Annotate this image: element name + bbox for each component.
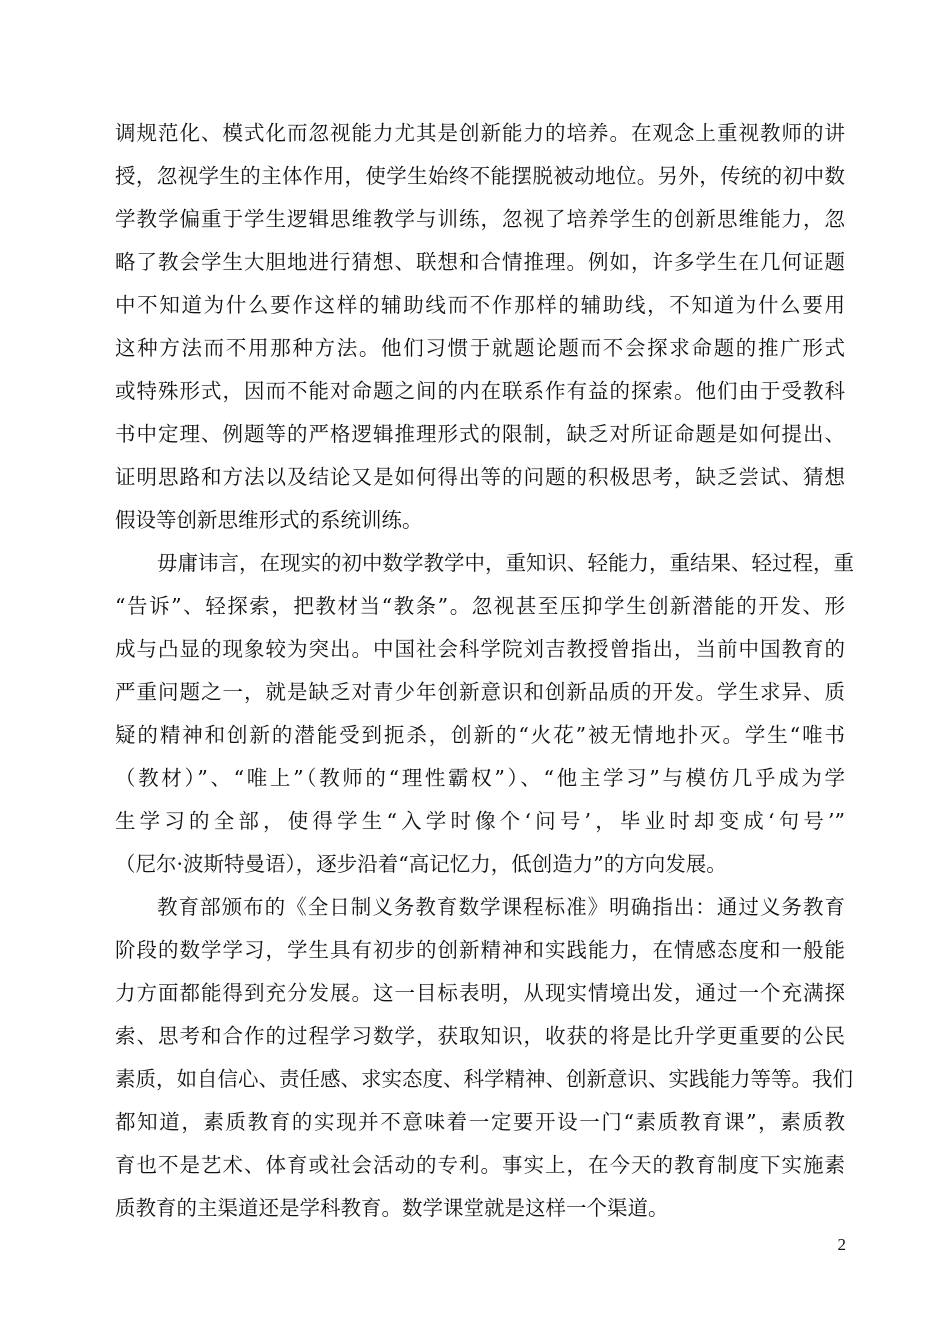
text-line: 成与凸显的现象较为突出。中国社会科学院刘吉教授曾指出，当前中国教育的 xyxy=(115,637,845,661)
text-line: 生学习的全部，使得学生“入学时像个‘问号’，毕业时却变成‘句号’” xyxy=(115,809,845,833)
text-line: 或特殊形式，因而不能对命题之间的内在联系作有益的探索。他们由于受教科 xyxy=(115,379,845,403)
text-line: 授，忽视学生的主体作用，使学生始终不能摆脱被动地位。另外，传统的初中数 xyxy=(115,164,845,188)
text-line: 素质，如自信心、责任感、求实态度、科学精神、创新意识、实践能力等等。我们 xyxy=(115,1067,853,1091)
text-line: 证明思路和方法以及结论又是如何得出等的问题的积极思考，缺乏尝试、猜想 xyxy=(115,465,845,489)
text-line: 这种方法而不用那种方法。他们习惯于就题论题而不会探求命题的推广形式 xyxy=(115,336,845,360)
text-line: 疑的精神和创新的潜能受到扼杀，创新的“火花”被无情地扑灭。学生“唯书 xyxy=(115,723,845,747)
text-line: 索、思考和合作的过程学习数学，获取知识，收获的将是比升学更重要的公民 xyxy=(115,1024,845,1048)
text-line: 育也不是艺术、体育或社会活动的专利。事实上，在今天的教育制度下实施素 xyxy=(115,1153,845,1177)
text-line: 书中定理、例题等的严格逻辑推理形式的限制，缺乏对所证命题是如何提出、 xyxy=(115,422,845,446)
text-line: 略了教会学生大胆地进行猜想、联想和合情推理。例如，许多学生在几何证题 xyxy=(115,250,845,274)
text-line: （教材）”、“唯上”（教师的“理性霸权”）、“他主学习”与模仿几乎成为学 xyxy=(115,766,845,790)
text-line: 毋庸讳言，在现实的初中数学教学中，重知识、轻能力，重结果、轻过程，重 xyxy=(157,551,854,575)
text-line: 中不知道为什么要作这样的辅助线而不作那样的辅助线，不知道为什么要用 xyxy=(115,293,845,317)
text-line: “告诉”、轻探索，把教材当“教条”。忽视甚至压抑学生创新潜能的开发、形 xyxy=(115,594,845,618)
page-number: 2 xyxy=(837,1235,846,1254)
text-line: （尼尔·波斯特曼语），逐步沿着“高记忆力，低创造力”的方向发展。 xyxy=(115,852,727,876)
text-line: 力方面都能得到充分发展。这一目标表明，从现实情境出发，通过一个充满探 xyxy=(115,981,845,1005)
text-line: 假设等创新思维形式的系统训练。 xyxy=(115,508,423,532)
text-line: 严重问题之一，就是缺乏对青少年创新意识和创新品质的开发。学生求异、质 xyxy=(115,680,845,704)
text-line: 学教学偏重于学生逻辑思维教学与训练，忽视了培养学生的创新思维能力，忽 xyxy=(115,207,845,231)
text-line: 都知道，素质教育的实现并不意味着一定要开设一门“素质教育课”，素质教 xyxy=(115,1110,845,1134)
text-line: 教育部颁布的《全日制义务教育数学课程标准》明确指出：通过义务教育 xyxy=(157,895,845,919)
text-line: 质教育的主渠道还是学科教育。数学课堂就是这样一个渠道。 xyxy=(115,1196,669,1220)
text-line: 阶段的数学学习，学生具有初步的创新精神和实践能力，在情感态度和一般能 xyxy=(115,938,845,962)
text-line: 调规范化、模式化而忽视能力尤其是创新能力的培养。在观念上重视教师的讲 xyxy=(115,121,845,145)
